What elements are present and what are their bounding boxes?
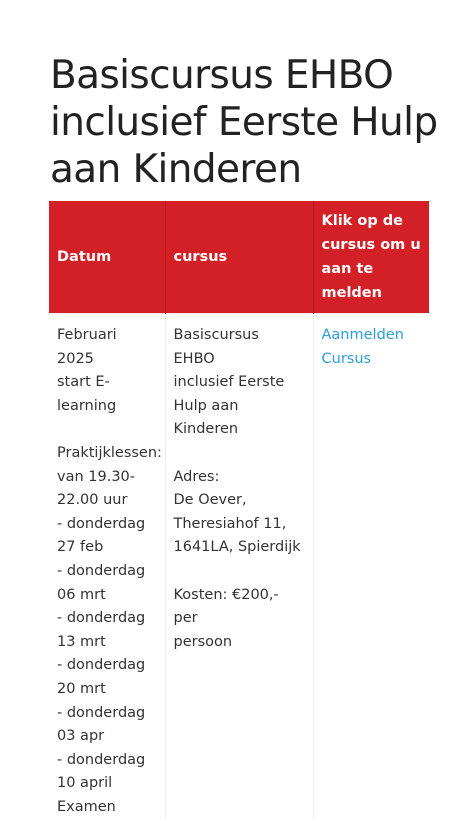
cell-line: learning (57, 395, 157, 419)
cell-line: persoon (174, 631, 305, 655)
table-row (49, 314, 429, 819)
cell-line: Theresiahof 11, (174, 513, 305, 537)
link-line: Cursus (322, 348, 422, 372)
course-table (49, 201, 429, 819)
line-gap (174, 442, 305, 466)
cell-line: 22.00 uur (57, 489, 157, 513)
cell-line: inclusief Eerste (174, 371, 305, 395)
datum-cell (49, 314, 165, 819)
link-line: Aanmelden (322, 324, 422, 348)
cell-line: Adres: (174, 466, 305, 490)
header-aanmelden: Klik op de cursus om u aan te melden (313, 201, 429, 314)
datum-lines (57, 324, 157, 819)
cell-line: 13 mrt (57, 631, 157, 655)
cell-line: 20 mrt (57, 678, 157, 702)
cell-line: - donderdag (57, 654, 157, 678)
cell-line: Examen (57, 796, 157, 819)
cell-line: 1641LA, Spierdijk (174, 536, 305, 560)
cell-line: 10 april (57, 772, 157, 796)
cell-line: - donderdag (57, 513, 157, 537)
cursus-cell (165, 314, 313, 819)
cell-line: Februari 2025 (57, 324, 157, 371)
cell-line: - donderdag (57, 607, 157, 631)
cell-line: Basiscursus EHBO (174, 324, 305, 371)
cell-line: 27 feb (57, 536, 157, 560)
cursus-lines (174, 324, 305, 654)
cell-line: Praktijklessen: (57, 442, 157, 466)
cell-line: - donderdag (57, 749, 157, 773)
line-gap (57, 418, 157, 442)
cell-line: De Oever, (174, 489, 305, 513)
cell-line: van 19.30- (57, 466, 157, 490)
cell-line: - donderdag (57, 560, 157, 584)
cell-line: - donderdag (57, 702, 157, 726)
page-title: Basiscursus EHBO inclusief Eerste Hulp aan Kinderen (50, 52, 450, 193)
cell-line: Kosten: €200,- per (174, 584, 305, 631)
cell-line: start E- (57, 371, 157, 395)
line-gap (174, 560, 305, 584)
cell-line: Hulp aan Kinderen (174, 395, 305, 442)
aanmelden-cell (313, 314, 429, 819)
cell-line: 06 mrt (57, 584, 157, 608)
cell-line: 03 apr (57, 725, 157, 749)
header-cursus: cursus (165, 201, 313, 314)
aanmelden-cursus-link[interactable] (322, 324, 422, 371)
header-datum: Datum (49, 201, 165, 314)
course-table-container (49, 201, 429, 819)
table-header-row (49, 201, 429, 314)
